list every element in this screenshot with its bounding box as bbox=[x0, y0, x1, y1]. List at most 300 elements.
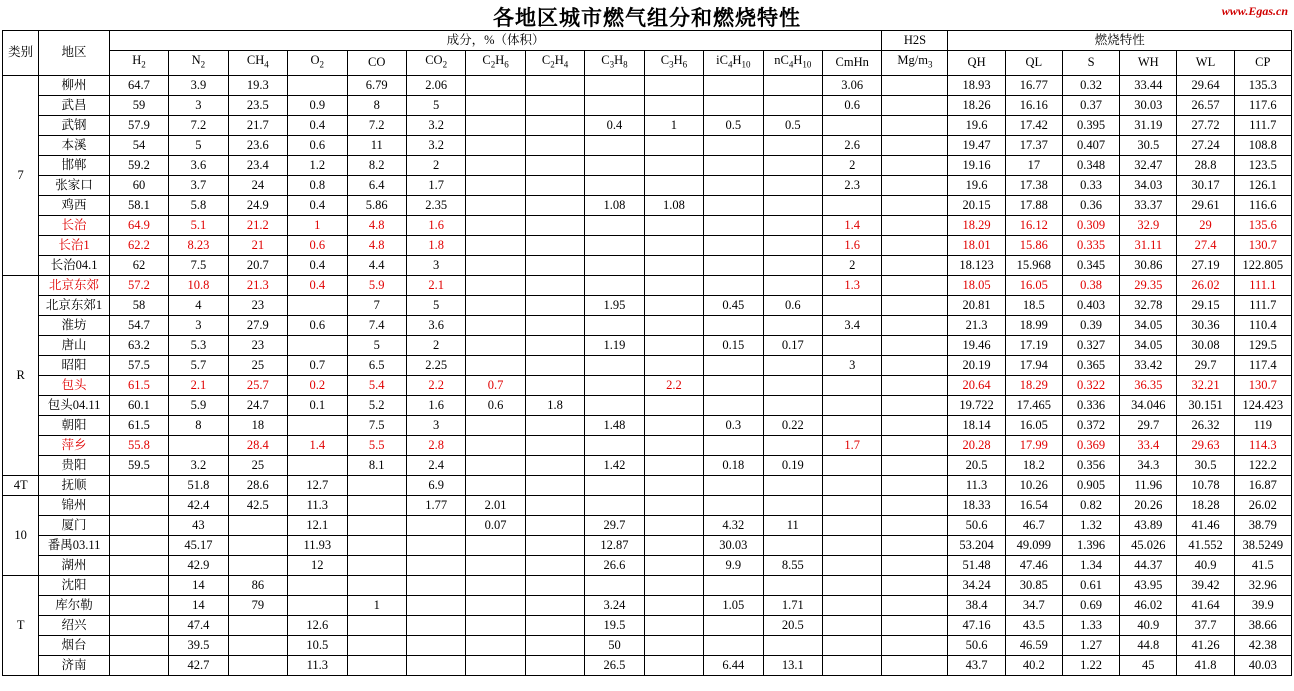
data-cell bbox=[882, 475, 948, 495]
table-row bbox=[3, 655, 1292, 675]
data-cell: 17 bbox=[1005, 155, 1062, 175]
region-cell: 武钢 bbox=[39, 115, 109, 135]
table-row bbox=[3, 315, 1292, 335]
data-cell bbox=[644, 495, 703, 515]
data-cell: 0.407 bbox=[1062, 135, 1119, 155]
data-cell: 33.37 bbox=[1120, 195, 1177, 215]
data-cell: 1 bbox=[288, 215, 347, 235]
data-cell bbox=[882, 415, 948, 435]
data-cell: 20.15 bbox=[948, 195, 1005, 215]
data-cell bbox=[704, 475, 763, 495]
data-cell: 40.9 bbox=[1177, 555, 1234, 575]
data-cell bbox=[882, 595, 948, 615]
data-cell: 0.2 bbox=[288, 375, 347, 395]
data-cell bbox=[882, 535, 948, 555]
data-cell bbox=[763, 315, 822, 335]
data-cell: 29.35 bbox=[1120, 275, 1177, 295]
data-cell bbox=[704, 275, 763, 295]
data-cell bbox=[882, 255, 948, 275]
data-cell: 0.4 bbox=[288, 255, 347, 275]
data-cell: 1.3 bbox=[823, 275, 882, 295]
data-cell bbox=[704, 155, 763, 175]
data-cell: 57.2 bbox=[109, 275, 168, 295]
data-cell: 20.26 bbox=[1120, 495, 1177, 515]
data-cell: 124.423 bbox=[1234, 395, 1291, 415]
data-cell bbox=[644, 175, 703, 195]
data-cell: 0.345 bbox=[1062, 255, 1119, 275]
data-cell bbox=[466, 215, 525, 235]
data-cell: 10.8 bbox=[169, 275, 228, 295]
data-cell: 50.6 bbox=[948, 635, 1005, 655]
data-cell: 0.07 bbox=[466, 515, 525, 535]
data-cell bbox=[763, 155, 822, 175]
data-cell: 60.1 bbox=[109, 395, 168, 415]
data-cell bbox=[228, 655, 287, 675]
data-cell: 30.36 bbox=[1177, 315, 1234, 335]
data-cell bbox=[763, 255, 822, 275]
data-cell: 12 bbox=[288, 555, 347, 575]
table-row bbox=[3, 515, 1292, 535]
region-cell: 淮坊 bbox=[39, 315, 109, 335]
data-cell: 3 bbox=[406, 255, 465, 275]
header-col-h2: $H_2$ bbox=[109, 51, 168, 76]
header-col-ic4h10: $iC_4H_{10}$ bbox=[704, 51, 763, 76]
data-cell: 4.4 bbox=[347, 255, 406, 275]
data-cell: 1.19 bbox=[585, 335, 644, 355]
data-cell: 30.08 bbox=[1177, 335, 1234, 355]
data-cell bbox=[823, 615, 882, 635]
data-cell bbox=[525, 195, 584, 215]
data-cell bbox=[763, 175, 822, 195]
data-cell: 130.7 bbox=[1234, 235, 1291, 255]
data-cell: 0.33 bbox=[1062, 175, 1119, 195]
data-cell: 10.5 bbox=[288, 635, 347, 655]
data-cell bbox=[644, 635, 703, 655]
data-cell: 30.5 bbox=[1120, 135, 1177, 155]
data-cell: 43.7 bbox=[948, 655, 1005, 675]
data-cell: 28.6 bbox=[228, 475, 287, 495]
table-row bbox=[3, 375, 1292, 395]
data-cell: 1.42 bbox=[585, 455, 644, 475]
data-cell bbox=[644, 515, 703, 535]
data-cell: 4 bbox=[169, 295, 228, 315]
data-cell: 12.7 bbox=[288, 475, 347, 495]
data-cell: 15.968 bbox=[1005, 255, 1062, 275]
data-cell: 0.6 bbox=[466, 395, 525, 415]
data-cell bbox=[704, 75, 763, 95]
data-cell: 0.395 bbox=[1062, 115, 1119, 135]
data-cell: 0.403 bbox=[1062, 295, 1119, 315]
data-cell bbox=[466, 615, 525, 635]
data-cell: 30.03 bbox=[1120, 95, 1177, 115]
data-cell bbox=[644, 355, 703, 375]
header-col-ch4: $CH_4$ bbox=[228, 51, 287, 76]
data-cell: 32.47 bbox=[1120, 155, 1177, 175]
header-region: 地区 bbox=[39, 31, 109, 76]
table-row bbox=[3, 335, 1292, 355]
data-cell: 11 bbox=[347, 135, 406, 155]
data-cell bbox=[466, 435, 525, 455]
data-cell: 5 bbox=[406, 295, 465, 315]
data-cell: 0.82 bbox=[1062, 495, 1119, 515]
data-cell: 29.61 bbox=[1177, 195, 1234, 215]
data-cell bbox=[525, 75, 584, 95]
data-cell bbox=[347, 515, 406, 535]
region-cell: 张家口 bbox=[39, 175, 109, 195]
data-cell: 5 bbox=[406, 95, 465, 115]
data-cell bbox=[288, 335, 347, 355]
data-cell bbox=[644, 655, 703, 675]
category-cell-10: 10 bbox=[3, 495, 39, 575]
data-cell: 5.5 bbox=[347, 435, 406, 455]
data-cell: 34.24 bbox=[948, 575, 1005, 595]
category-cell-4T: 4T bbox=[3, 475, 39, 495]
data-cell bbox=[288, 415, 347, 435]
data-cell: 15.86 bbox=[1005, 235, 1062, 255]
data-cell bbox=[882, 75, 948, 95]
data-cell: 39.5 bbox=[169, 635, 228, 655]
data-cell bbox=[704, 135, 763, 155]
data-cell bbox=[288, 75, 347, 95]
data-cell bbox=[466, 455, 525, 475]
data-cell bbox=[585, 215, 644, 235]
data-cell: 30.03 bbox=[704, 535, 763, 555]
data-cell bbox=[406, 555, 465, 575]
table-row bbox=[3, 415, 1292, 435]
data-cell bbox=[644, 575, 703, 595]
data-cell: 0.5 bbox=[704, 115, 763, 135]
data-cell bbox=[525, 235, 584, 255]
data-cell: 43 bbox=[169, 515, 228, 535]
data-cell: 34.7 bbox=[1005, 595, 1062, 615]
data-cell: 19.6 bbox=[948, 115, 1005, 135]
data-cell bbox=[525, 615, 584, 635]
data-cell bbox=[347, 475, 406, 495]
data-cell bbox=[704, 315, 763, 335]
data-cell: 0.336 bbox=[1062, 395, 1119, 415]
data-cell bbox=[763, 475, 822, 495]
data-cell: 47.4 bbox=[169, 615, 228, 635]
data-cell bbox=[466, 315, 525, 335]
data-cell bbox=[704, 575, 763, 595]
data-cell bbox=[823, 115, 882, 135]
data-cell: 0.365 bbox=[1062, 355, 1119, 375]
data-cell: 14 bbox=[169, 575, 228, 595]
data-cell bbox=[228, 515, 287, 535]
data-cell: 5.8 bbox=[169, 195, 228, 215]
data-cell bbox=[763, 235, 822, 255]
data-cell bbox=[109, 635, 168, 655]
data-cell: 1.7 bbox=[406, 175, 465, 195]
data-cell: 11.3 bbox=[288, 495, 347, 515]
data-cell: 11.3 bbox=[288, 655, 347, 675]
header-composition-group: 成分，%（体积） bbox=[109, 31, 882, 51]
region-cell: 烟台 bbox=[39, 635, 109, 655]
data-cell: 11.93 bbox=[288, 535, 347, 555]
data-cell: 54.7 bbox=[109, 315, 168, 335]
data-cell bbox=[644, 335, 703, 355]
data-cell: 53.204 bbox=[948, 535, 1005, 555]
data-cell: 3.2 bbox=[406, 135, 465, 155]
data-cell: 61.5 bbox=[109, 375, 168, 395]
data-cell: 62.2 bbox=[109, 235, 168, 255]
data-cell: 21 bbox=[228, 235, 287, 255]
data-cell: 18.33 bbox=[948, 495, 1005, 515]
data-cell bbox=[585, 475, 644, 495]
data-cell: 1.4 bbox=[823, 215, 882, 235]
data-cell: 86 bbox=[228, 575, 287, 595]
data-cell bbox=[704, 255, 763, 275]
data-cell: 3.24 bbox=[585, 595, 644, 615]
region-cell: 鸡西 bbox=[39, 195, 109, 215]
data-cell: 0.6 bbox=[288, 315, 347, 335]
data-cell: 19.3 bbox=[228, 75, 287, 95]
data-cell bbox=[763, 395, 822, 415]
data-cell: 0.905 bbox=[1062, 475, 1119, 495]
data-cell: 20.5 bbox=[948, 455, 1005, 475]
header-col-n2: $N_2$ bbox=[169, 51, 228, 76]
data-cell: 46.7 bbox=[1005, 515, 1062, 535]
data-cell: 0.18 bbox=[704, 455, 763, 475]
data-cell: 6.5 bbox=[347, 355, 406, 375]
data-cell: 43.95 bbox=[1120, 575, 1177, 595]
data-cell bbox=[585, 135, 644, 155]
data-cell: 25.7 bbox=[228, 375, 287, 395]
data-cell bbox=[763, 135, 822, 155]
data-cell bbox=[525, 95, 584, 115]
data-cell: 39.9 bbox=[1234, 595, 1291, 615]
data-cell: 3 bbox=[823, 355, 882, 375]
data-cell: 46.59 bbox=[1005, 635, 1062, 655]
data-cell: 3.9 bbox=[169, 75, 228, 95]
data-cell bbox=[704, 635, 763, 655]
data-cell bbox=[406, 535, 465, 555]
data-cell bbox=[525, 315, 584, 335]
header-col-nc4h10: $nC_4H_{10}$ bbox=[763, 51, 822, 76]
data-cell: 42.4 bbox=[169, 495, 228, 515]
data-cell: 45 bbox=[1120, 655, 1177, 675]
data-cell: 30.5 bbox=[1177, 455, 1234, 475]
data-cell: 0.372 bbox=[1062, 415, 1119, 435]
data-cell bbox=[644, 215, 703, 235]
data-cell bbox=[288, 595, 347, 615]
table-body bbox=[3, 75, 1292, 675]
data-cell: 119 bbox=[1234, 415, 1291, 435]
data-cell: 3.06 bbox=[823, 75, 882, 95]
data-cell: 29.7 bbox=[1177, 355, 1234, 375]
data-cell bbox=[525, 455, 584, 475]
data-cell: 0.6 bbox=[823, 95, 882, 115]
data-cell bbox=[288, 455, 347, 475]
data-cell: 42.38 bbox=[1234, 635, 1291, 655]
data-cell bbox=[763, 435, 822, 455]
data-cell: 18.28 bbox=[1177, 495, 1234, 515]
data-cell: 17.37 bbox=[1005, 135, 1062, 155]
data-cell bbox=[406, 655, 465, 675]
data-cell bbox=[882, 375, 948, 395]
data-cell bbox=[882, 195, 948, 215]
header-col-o2: $O_2$ bbox=[288, 51, 347, 76]
data-cell: 64.9 bbox=[109, 215, 168, 235]
data-cell bbox=[347, 555, 406, 575]
data-cell: 38.5249 bbox=[1234, 535, 1291, 555]
data-cell: 19.47 bbox=[948, 135, 1005, 155]
data-cell bbox=[644, 75, 703, 95]
data-cell: 17.88 bbox=[1005, 195, 1062, 215]
data-cell: 41.552 bbox=[1177, 535, 1234, 555]
data-cell: 27.4 bbox=[1177, 235, 1234, 255]
data-cell: 130.7 bbox=[1234, 375, 1291, 395]
data-cell: 6.4 bbox=[347, 175, 406, 195]
data-cell: 42.7 bbox=[169, 655, 228, 675]
data-cell: 19.722 bbox=[948, 395, 1005, 415]
data-cell bbox=[466, 235, 525, 255]
data-cell bbox=[823, 415, 882, 435]
data-cell bbox=[763, 575, 822, 595]
data-cell bbox=[406, 615, 465, 635]
data-cell bbox=[823, 555, 882, 575]
data-cell: 0.4 bbox=[585, 115, 644, 135]
data-cell: 1 bbox=[644, 115, 703, 135]
data-cell bbox=[704, 195, 763, 215]
data-cell: 1 bbox=[347, 595, 406, 615]
data-cell bbox=[704, 355, 763, 375]
data-cell bbox=[525, 335, 584, 355]
data-cell bbox=[585, 175, 644, 195]
data-cell bbox=[525, 635, 584, 655]
data-cell bbox=[704, 235, 763, 255]
data-cell: 27.9 bbox=[228, 315, 287, 335]
data-cell bbox=[466, 535, 525, 555]
data-cell: 1.34 bbox=[1062, 555, 1119, 575]
header-col-c3h6: $C_3H_6$ bbox=[644, 51, 703, 76]
data-cell: 1.27 bbox=[1062, 635, 1119, 655]
region-cell: 昭阳 bbox=[39, 355, 109, 375]
data-cell: 5.2 bbox=[347, 395, 406, 415]
data-cell: 0.37 bbox=[1062, 95, 1119, 115]
data-cell: 2.01 bbox=[466, 495, 525, 515]
header-col-co: CO bbox=[347, 51, 406, 76]
data-cell bbox=[109, 595, 168, 615]
data-cell: 32.9 bbox=[1120, 215, 1177, 235]
data-cell: 0.327 bbox=[1062, 335, 1119, 355]
data-cell bbox=[644, 235, 703, 255]
data-cell bbox=[763, 95, 822, 115]
data-cell: 8 bbox=[169, 415, 228, 435]
table-row bbox=[3, 535, 1292, 555]
table-row bbox=[3, 455, 1292, 475]
data-cell: 0.1 bbox=[288, 395, 347, 415]
data-cell bbox=[169, 435, 228, 455]
header-col-co2: $CO_2$ bbox=[406, 51, 465, 76]
data-cell: 46.02 bbox=[1120, 595, 1177, 615]
data-cell: 28.4 bbox=[228, 435, 287, 455]
data-cell bbox=[228, 635, 287, 655]
table-row bbox=[3, 255, 1292, 275]
data-cell: 3.6 bbox=[169, 155, 228, 175]
data-cell bbox=[466, 95, 525, 115]
data-cell bbox=[525, 595, 584, 615]
data-cell bbox=[466, 475, 525, 495]
data-cell bbox=[525, 355, 584, 375]
data-cell: 1.08 bbox=[644, 195, 703, 215]
data-cell bbox=[585, 75, 644, 95]
data-cell: 40.9 bbox=[1120, 615, 1177, 635]
data-cell: 1.6 bbox=[406, 215, 465, 235]
data-cell: 3 bbox=[406, 415, 465, 435]
data-cell: 39.42 bbox=[1177, 575, 1234, 595]
data-cell: 0.17 bbox=[763, 335, 822, 355]
data-cell bbox=[763, 275, 822, 295]
data-cell: 16.87 bbox=[1234, 475, 1291, 495]
data-cell bbox=[823, 395, 882, 415]
data-cell: 21.3 bbox=[228, 275, 287, 295]
data-cell bbox=[585, 155, 644, 175]
table-row bbox=[3, 635, 1292, 655]
data-cell: 27.72 bbox=[1177, 115, 1234, 135]
data-cell: 34.3 bbox=[1120, 455, 1177, 475]
data-cell: 16.05 bbox=[1005, 415, 1062, 435]
data-cell: 10.78 bbox=[1177, 475, 1234, 495]
data-cell: 19.16 bbox=[948, 155, 1005, 175]
data-cell bbox=[882, 235, 948, 255]
region-cell: 抚顺 bbox=[39, 475, 109, 495]
data-cell: 29.64 bbox=[1177, 75, 1234, 95]
data-cell: 0.22 bbox=[763, 415, 822, 435]
data-cell bbox=[525, 575, 584, 595]
data-cell bbox=[347, 575, 406, 595]
data-cell bbox=[644, 555, 703, 575]
data-cell bbox=[763, 215, 822, 235]
data-cell: 14 bbox=[169, 595, 228, 615]
data-cell: 0.4 bbox=[288, 195, 347, 215]
data-cell: 1.8 bbox=[406, 235, 465, 255]
data-cell: 8.55 bbox=[763, 555, 822, 575]
data-cell bbox=[644, 475, 703, 495]
header-col-cp: CP bbox=[1234, 51, 1291, 76]
data-cell: 2.06 bbox=[406, 75, 465, 95]
data-cell: 5.1 bbox=[169, 215, 228, 235]
data-cell: 16.54 bbox=[1005, 495, 1062, 515]
data-cell: 122.805 bbox=[1234, 255, 1291, 275]
data-cell: 10.26 bbox=[1005, 475, 1062, 495]
data-cell bbox=[704, 435, 763, 455]
data-cell bbox=[109, 515, 168, 535]
data-cell: 0.7 bbox=[466, 375, 525, 395]
data-cell bbox=[704, 375, 763, 395]
data-cell: 18.26 bbox=[948, 95, 1005, 115]
region-cell: 锦州 bbox=[39, 495, 109, 515]
data-cell: 19.46 bbox=[948, 335, 1005, 355]
data-cell: 135.3 bbox=[1234, 75, 1291, 95]
table-row bbox=[3, 295, 1292, 315]
data-cell bbox=[823, 495, 882, 515]
data-cell: 7.2 bbox=[169, 115, 228, 135]
data-cell: 0.6 bbox=[763, 295, 822, 315]
data-cell bbox=[704, 95, 763, 115]
region-cell: 湖州 bbox=[39, 555, 109, 575]
data-cell bbox=[644, 395, 703, 415]
data-cell: 4.8 bbox=[347, 215, 406, 235]
data-cell bbox=[525, 415, 584, 435]
data-cell: 6.79 bbox=[347, 75, 406, 95]
data-cell: 36.35 bbox=[1120, 375, 1177, 395]
data-cell: 1.33 bbox=[1062, 615, 1119, 635]
data-cell: 116.6 bbox=[1234, 195, 1291, 215]
data-cell bbox=[644, 95, 703, 115]
data-cell bbox=[525, 295, 584, 315]
data-cell: 5.4 bbox=[347, 375, 406, 395]
